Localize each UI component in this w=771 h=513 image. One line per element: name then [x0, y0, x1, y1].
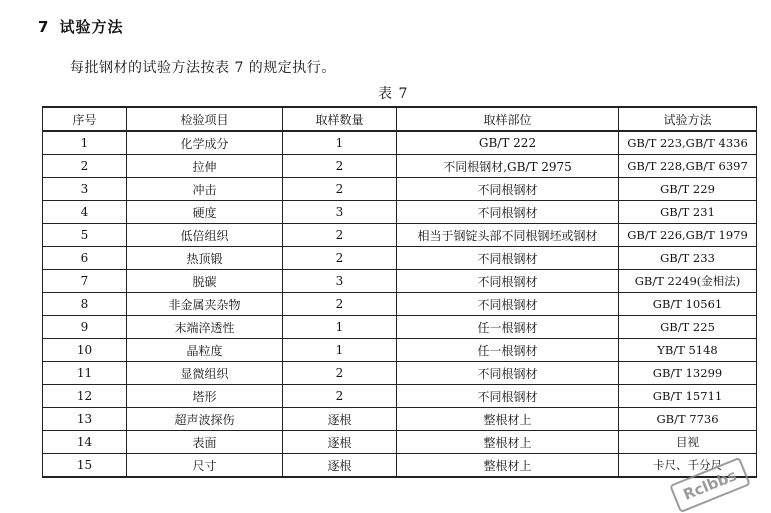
cell-test-method: GB/T 229	[619, 178, 757, 201]
section-title: 试验方法	[59, 18, 124, 36]
cell-inspection-item: 末端淬透性	[127, 316, 283, 339]
cell-sampling-location: 整根材上	[397, 408, 619, 431]
cell-test-method: GB/T 226,GB/T 1979	[619, 224, 757, 247]
cell-sampling-location: 不同根钢材	[397, 178, 619, 201]
cell-inspection-item: 低倍组织	[127, 224, 283, 247]
cell-sampling-location: 不同根钢材	[397, 293, 619, 316]
cell-number: 4	[43, 201, 127, 224]
cell-sample-quantity: 1	[283, 339, 397, 362]
cell-inspection-item: 显微组织	[127, 362, 283, 385]
cell-number: 13	[43, 408, 127, 431]
cell-test-method: GB/T 13299	[619, 362, 757, 385]
cell-sampling-location: 任一根钢材	[397, 316, 619, 339]
cell-inspection-item: 热顶锻	[127, 247, 283, 270]
table-row	[43, 131, 757, 155]
cell-test-method: GB/T 228,GB/T 6397	[619, 155, 757, 178]
cell-number: 14	[43, 431, 127, 454]
table-row	[43, 224, 757, 247]
table-row	[43, 316, 757, 339]
cell-number: 1	[43, 131, 127, 155]
watermark-stamp: Rclbbs	[669, 457, 751, 513]
table-row	[43, 270, 757, 293]
table-header-row	[43, 107, 757, 131]
cell-sample-quantity: 2	[283, 362, 397, 385]
cell-test-method: GB/T 223,GB/T 4336	[619, 131, 757, 155]
table-row	[43, 408, 757, 431]
cell-sample-quantity: 2	[283, 247, 397, 270]
cell-sampling-location: 整根材上	[397, 454, 619, 478]
cell-number: 9	[43, 316, 127, 339]
cell-sampling-location: 不同根钢材	[397, 247, 619, 270]
section-number: 7	[38, 18, 50, 36]
cell-test-method: GB/T 233	[619, 247, 757, 270]
cell-number: 3	[43, 178, 127, 201]
table-row	[43, 155, 757, 178]
cell-number: 8	[43, 293, 127, 316]
cell-number: 5	[43, 224, 127, 247]
cell-test-method: 目视	[619, 431, 757, 454]
cell-sample-quantity: 1	[283, 316, 397, 339]
section-heading	[38, 16, 123, 37]
cell-sample-quantity: 2	[283, 385, 397, 408]
cell-sample-quantity: 逐根	[283, 431, 397, 454]
test-methods-table	[42, 106, 757, 478]
cell-sampling-location: 不同根钢材	[397, 201, 619, 224]
cell-sample-quantity: 1	[283, 131, 397, 155]
cell-inspection-item: 塔形	[127, 385, 283, 408]
cell-number: 10	[43, 339, 127, 362]
cell-sampling-location: 不同根钢材	[397, 270, 619, 293]
cell-inspection-item: 硬度	[127, 201, 283, 224]
header-sample-quantity: 取样数量	[283, 107, 397, 131]
header-test-method: 试验方法	[619, 107, 757, 131]
cell-number: 6	[43, 247, 127, 270]
table-row	[43, 247, 757, 270]
cell-inspection-item: 非金属夹杂物	[127, 293, 283, 316]
cell-sample-quantity: 3	[283, 270, 397, 293]
cell-inspection-item: 超声波探伤	[127, 408, 283, 431]
cell-inspection-item: 尺寸	[127, 454, 283, 478]
table-caption: 表 7	[378, 86, 409, 102]
table-row	[43, 454, 757, 478]
cell-number: 11	[43, 362, 127, 385]
cell-test-method: GB/T 10561	[619, 293, 757, 316]
cell-inspection-item: 晶粒度	[127, 339, 283, 362]
cell-test-method: YB/T 5148	[619, 339, 757, 362]
cell-test-method: 卡尺、千分尺	[619, 454, 757, 478]
cell-number: 2	[43, 155, 127, 178]
cell-sample-quantity: 逐根	[283, 408, 397, 431]
table-row	[43, 362, 757, 385]
cell-number: 15	[43, 454, 127, 478]
cell-sample-quantity: 3	[283, 201, 397, 224]
table-row	[43, 293, 757, 316]
cell-sample-quantity: 2	[283, 155, 397, 178]
cell-sampling-location: 不同根钢材	[397, 385, 619, 408]
cell-sampling-location: GB/T 222	[397, 131, 619, 155]
cell-inspection-item: 冲击	[127, 178, 283, 201]
cell-inspection-item: 化学成分	[127, 131, 283, 155]
cell-test-method: GB/T 225	[619, 316, 757, 339]
cell-sample-quantity: 逐根	[283, 454, 397, 478]
cell-sampling-location: 任一根钢材	[397, 339, 619, 362]
cell-sample-quantity: 2	[283, 178, 397, 201]
cell-inspection-item: 拉伸	[127, 155, 283, 178]
cell-inspection-item: 脱碳	[127, 270, 283, 293]
cell-number: 12	[43, 385, 127, 408]
cell-sampling-location: 不同根钢材	[397, 362, 619, 385]
table-row	[43, 339, 757, 362]
table-row	[43, 178, 757, 201]
cell-number: 7	[43, 270, 127, 293]
header-sampling-location: 取样部位	[397, 107, 619, 131]
cell-sample-quantity: 2	[283, 293, 397, 316]
table-row	[43, 201, 757, 224]
cell-sample-quantity: 2	[283, 224, 397, 247]
cell-inspection-item: 表面	[127, 431, 283, 454]
cell-sampling-location: 整根材上	[397, 431, 619, 454]
table-row	[43, 431, 757, 454]
cell-test-method: GB/T 2249(金相法)	[619, 270, 757, 293]
header-number: 序号	[43, 107, 127, 131]
cell-sampling-location: 不同根钢材,GB/T 2975	[397, 155, 619, 178]
table-row	[43, 385, 757, 408]
table-body	[43, 131, 757, 477]
cell-test-method: GB/T 7736	[619, 408, 757, 431]
cell-test-method: GB/T 15711	[619, 385, 757, 408]
intro-paragraph: 每批钢材的试验方法按表 7 的规定执行。	[70, 60, 336, 76]
header-inspection-item: 检验项目	[127, 107, 283, 131]
cell-sampling-location: 相当于钢锭头部不同根钢坯或钢材	[397, 224, 619, 247]
cell-test-method: GB/T 231	[619, 201, 757, 224]
